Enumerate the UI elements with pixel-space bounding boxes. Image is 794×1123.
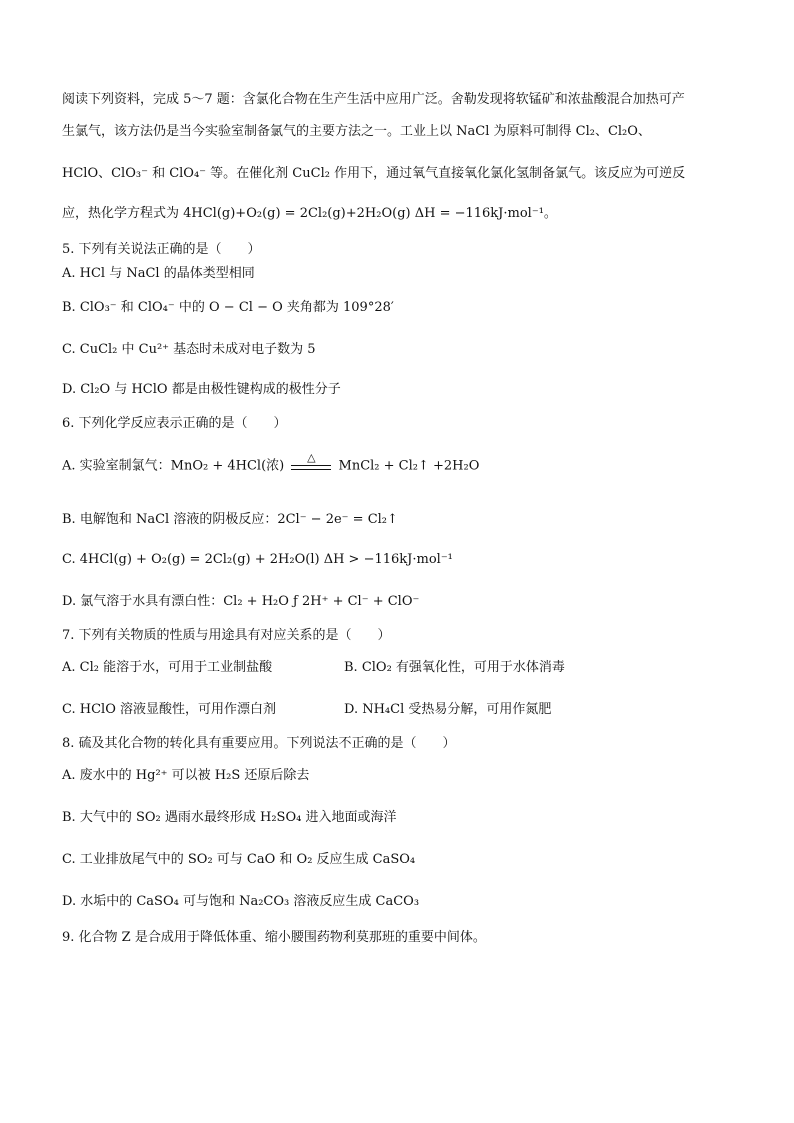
heat-symbol: △ — [307, 451, 316, 464]
equals-bar-bottom — [291, 469, 331, 470]
question-8-stem: 8. 硫及其化合物的转化具有重要应用。下列说法不正确的是（ ） — [62, 736, 456, 751]
question-6-option-d: D. 氯气溶于水具有漂白性：Cl₂ + H₂O ƒ 2H⁺ + Cl⁻ + ClO⁻ — [62, 594, 420, 609]
question-7-option-d: D. NH₄Cl 受热易分解，可用作氮肥 — [344, 702, 552, 717]
intro-line-4: 应，热化学方程式为 4HCl(g)+O₂(g) = 2Cl₂(g)+2H₂O(g) ΔH = −116kJ·mol⁻¹。 — [62, 206, 557, 221]
q6a-left: A. 实验室制氯气：MnO₂ + 4HCl(浓) — [62, 458, 285, 474]
question-5-option-a: A. HCl 与 NaCl 的晶体类型相同 — [62, 266, 255, 281]
question-7-option-c: C. HClO 溶液显酸性，可用作漂白剂 — [62, 702, 276, 717]
question-8-option-a: A. 废水中的 Hg²⁺ 可以被 H₂S 还原后除去 — [62, 768, 310, 783]
question-6-stem: 6. 下列化学反应表示正确的是（ ） — [62, 416, 287, 431]
question-6-option-c: C. 4HCl(g) + O₂(g) = 2Cl₂(g) + 2H₂O(l) ΔH > −116kJ·mol⁻¹ — [62, 552, 453, 567]
heat-condition-arrow — [291, 451, 331, 476]
question-7-option-b: B. ClO₂ 有强氧化性，可用于水体消毒 — [344, 660, 565, 675]
question-8-option-d: D. 水垢中的 CaSO₄ 可与饱和 Na₂CO₃ 溶液反应生成 CaCO₃ — [62, 894, 420, 909]
question-6-option-a — [62, 451, 480, 477]
question-5-option-c: C. CuCl₂ 中 Cu²⁺ 基态时未成对电子数为 5 — [62, 342, 316, 357]
q6a-right: MnCl₂ + Cl₂↑ +2H₂O — [338, 458, 480, 474]
question-6-option-b: B. 电解饱和 NaCl 溶液的阴极反应：2Cl⁻ − 2e⁻ = Cl₂↑ — [62, 512, 398, 527]
intro-line-3: HClO、ClO₃⁻ 和 ClO₄⁻ 等。在催化剂 CuCl₂ 作用下，通过氧气直接氧化氯化氢制备氯气。该反应为可逆反 — [62, 166, 686, 181]
question-5-option-d: D. Cl₂O 与 HClO 都是由极性键构成的极性分子 — [62, 382, 341, 397]
equals-bar-top — [291, 465, 331, 466]
intro-line-2: 生氯气，该方法仍是当今实验室制备氯气的主要方法之一。工业上以 NaCl 为原料可制得 Cl₂、Cl₂O、 — [62, 124, 651, 139]
question-5-option-b: B. ClO₃⁻ 和 ClO₄⁻ 中的 O − Cl − O 夹角都为 109°28′ — [62, 300, 394, 315]
question-7-stem: 7. 下列有关物质的性质与用途具有对应关系的是（ ） — [62, 628, 391, 643]
question-8-option-b: B. 大气中的 SO₂ 遇雨水最终形成 H₂SO₄ 进入地面或海洋 — [62, 810, 397, 825]
intro-line-1: 阅读下列资料，完成 5～7 题：含氯化合物在生产生活中应用广泛。舍勒发现将软锰矿和浓盐酸混合加热可产 — [62, 92, 685, 107]
question-9-stem: 9. 化合物 Z 是合成用于降低体重、缩小腰围药物利莫那班的重要中间体。 — [62, 930, 486, 945]
question-7-option-a: A. Cl₂ 能溶于水，可用于工业制盐酸 — [62, 660, 273, 675]
question-5-stem: 5. 下列有关说法正确的是（ ） — [62, 242, 261, 257]
question-8-option-c: C. 工业排放尾气中的 SO₂ 可与 CaO 和 O₂ 反应生成 CaSO₄ — [62, 852, 416, 867]
